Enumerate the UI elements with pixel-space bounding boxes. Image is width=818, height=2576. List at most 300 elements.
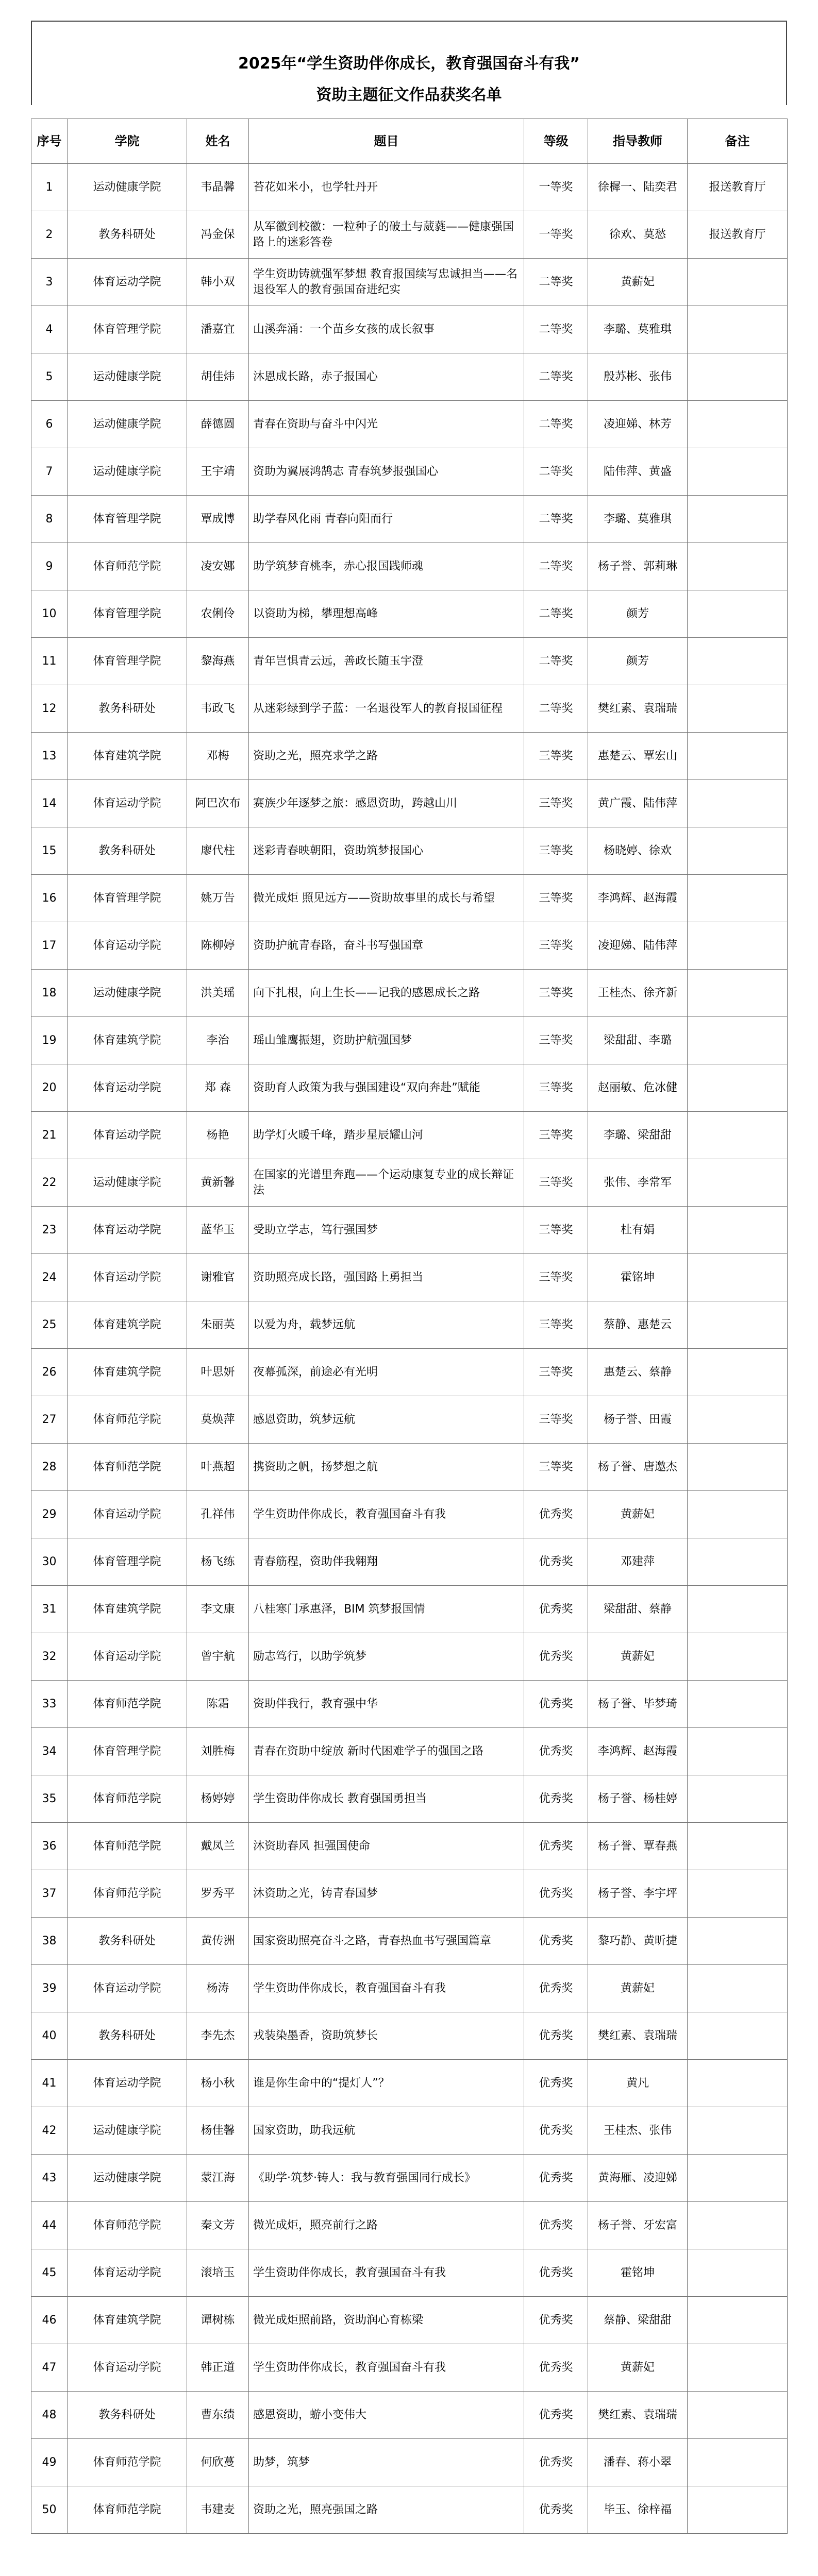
cell-college: 体育师范学院 [68,1444,187,1491]
table-row [31,2107,788,2155]
cell-grade: 二等奖 [524,306,588,353]
cell-index: 28 [31,1444,68,1491]
cell-teacher: 黄凡 [588,2060,688,2107]
header-index: 序号 [31,119,68,164]
cell-remark [688,1823,788,1870]
cell-grade: 三等奖 [524,1396,588,1444]
table-row [31,259,788,306]
cell-college: 体育师范学院 [68,1823,187,1870]
cell-grade: 三等奖 [524,1301,588,1349]
cell-college: 体育运动学院 [68,2249,187,2297]
cell-grade: 二等奖 [524,543,588,590]
title-box [31,21,787,105]
cell-teacher: 蔡静、梁甜甜 [588,2297,688,2344]
cell-remark [688,2439,788,2486]
cell-teacher: 杨晓婷、徐欢 [588,827,688,875]
cell-grade: 优秀奖 [524,1491,588,1538]
table-row [31,1918,788,1965]
cell-college: 体育运动学院 [68,922,187,970]
cell-name: 邓梅 [187,733,249,780]
cell-teacher: 徐欢、莫愁 [588,211,688,259]
cell-index: 13 [31,733,68,780]
cell-topic: 《助学·筑梦·铸人：我与教育强国同行成长》 [249,2155,524,2202]
table-row [31,733,788,780]
cell-teacher: 杨子誉、覃春燕 [588,1823,688,1870]
cell-name: 叶燕超 [187,1444,249,1491]
cell-teacher: 黄薪妃 [588,259,688,306]
cell-grade: 优秀奖 [524,2012,588,2060]
table-header-row [31,119,788,164]
table-row [31,448,788,496]
cell-name: 谭树栋 [187,2297,249,2344]
cell-college: 运动健康学院 [68,401,187,448]
cell-college: 教务科研处 [68,1918,187,1965]
cell-grade: 优秀奖 [524,1823,588,1870]
cell-topic: 励志笃行，以助学筑梦 [249,1633,524,1681]
table-row [31,1491,788,1538]
table-body [31,164,788,2534]
cell-index: 29 [31,1491,68,1538]
cell-topic: 青春在资助中绽放 新时代困难学子的强国之路 [249,1728,524,1775]
cell-grade: 二等奖 [524,353,588,401]
cell-grade: 一等奖 [524,211,588,259]
cell-name: 覃成博 [187,496,249,543]
cell-index: 14 [31,780,68,827]
cell-college: 体育师范学院 [68,1681,187,1728]
cell-college: 体育师范学院 [68,543,187,590]
cell-teacher: 李鸿辉、赵海霞 [588,1728,688,1775]
cell-remark [688,1538,788,1586]
cell-index: 6 [31,401,68,448]
cell-grade: 一等奖 [524,164,588,211]
cell-grade: 优秀奖 [524,1870,588,1918]
cell-index: 16 [31,875,68,922]
cell-topic: 资助照亮成长路，强国路上勇担当 [249,1254,524,1301]
cell-name: 韦晶馨 [187,164,249,211]
cell-remark [688,1112,788,1159]
cell-index: 27 [31,1396,68,1444]
cell-name: 韦政飞 [187,685,249,733]
cell-remark [688,401,788,448]
cell-grade: 优秀奖 [524,2439,588,2486]
cell-topic: 学生资助伴你成长，教育强国奋斗有我 [249,2249,524,2297]
table-row [31,1728,788,1775]
cell-name: 阿巴次布 [187,780,249,827]
cell-name: 潘嘉宜 [187,306,249,353]
cell-college: 体育管理学院 [68,875,187,922]
cell-college: 体育师范学院 [68,2439,187,2486]
cell-index: 25 [31,1301,68,1349]
cell-topic: 受助立学志，笃行强国梦 [249,1207,524,1254]
cell-remark [688,2060,788,2107]
cell-remark [688,685,788,733]
table-row [31,1254,788,1301]
cell-college: 体育运动学院 [68,1965,187,2012]
cell-topic: 在国家的光谱里奔跑——个运动康复专业的成长辩证法 [249,1159,524,1207]
cell-index: 40 [31,2012,68,2060]
cell-college: 体育运动学院 [68,2060,187,2107]
table-row [31,2202,788,2249]
cell-index: 50 [31,2486,68,2534]
cell-index: 10 [31,590,68,638]
cell-index: 39 [31,1965,68,2012]
table-row [31,970,788,1017]
cell-topic: 从军徽到校徽：一粒种子的破土与葳蕤——健康强国路上的迷彩答卷 [249,211,524,259]
table-row [31,2297,788,2344]
cell-teacher: 王桂杰、徐齐新 [588,970,688,1017]
cell-index: 21 [31,1112,68,1159]
cell-index: 26 [31,1349,68,1396]
cell-teacher: 凌迎娣、林芳 [588,401,688,448]
cell-topic: 学生资助铸就强军梦想 教育报国续写忠诚担当——名退役军人的教育强国奋进纪实 [249,259,524,306]
cell-grade: 优秀奖 [524,1586,588,1633]
cell-remark [688,496,788,543]
cell-college: 体育运动学院 [68,1633,187,1681]
cell-remark [688,2107,788,2155]
cell-college: 教务科研处 [68,211,187,259]
cell-index: 17 [31,922,68,970]
cell-college: 运动健康学院 [68,970,187,1017]
cell-index: 44 [31,2202,68,2249]
table-row [31,1112,788,1159]
cell-name: 杨佳馨 [187,2107,249,2155]
cell-topic: 戎装染墨香，资助筑梦长 [249,2012,524,2060]
cell-college: 体育运动学院 [68,1207,187,1254]
cell-remark [688,306,788,353]
table-row [31,780,788,827]
cell-index: 9 [31,543,68,590]
cell-teacher: 毕玉、徐梓福 [588,2486,688,2534]
cell-remark [688,780,788,827]
cell-teacher: 杨子誉、杨桂婷 [588,1775,688,1823]
cell-remark: 报送教育厅 [688,164,788,211]
cell-remark [688,1775,788,1823]
cell-name: 郑 森 [187,1064,249,1112]
table-row [31,496,788,543]
cell-name: 滚培玉 [187,2249,249,2297]
cell-topic: 学生资助伴你成长，教育强国奋斗有我 [249,1491,524,1538]
cell-topic: 资助之光，照亮强国之路 [249,2486,524,2534]
cell-grade: 三等奖 [524,875,588,922]
cell-topic: 以爱为舟，载梦远航 [249,1301,524,1349]
header-college: 学院 [68,119,187,164]
cell-name: 韩小双 [187,259,249,306]
table-row [31,1207,788,1254]
cell-remark [688,2297,788,2344]
cell-index: 47 [31,2344,68,2392]
cell-teacher: 陆伟萍、黄盛 [588,448,688,496]
cell-topic: 资助伴我行，教育强中华 [249,1681,524,1728]
document-title: 2025年“学生资助伴你成长，教育强国奋斗有我” [238,55,580,73]
cell-remark [688,1918,788,1965]
cell-grade: 三等奖 [524,1017,588,1064]
cell-name: 李文康 [187,1586,249,1633]
cell-remark [688,1349,788,1396]
award-table [31,118,788,2534]
cell-grade: 三等奖 [524,1159,588,1207]
cell-teacher: 樊红素、袁瑞瑞 [588,2012,688,2060]
cell-teacher: 黄海雁、凌迎娣 [588,2155,688,2202]
cell-teacher: 蔡静、惠楚云 [588,1301,688,1349]
cell-college: 体育师范学院 [68,1870,187,1918]
cell-remark [688,2344,788,2392]
cell-grade: 二等奖 [524,496,588,543]
cell-index: 32 [31,1633,68,1681]
cell-remark [688,353,788,401]
table-row [31,1396,788,1444]
cell-name: 陈霜 [187,1681,249,1728]
cell-teacher: 黄薪妃 [588,1491,688,1538]
cell-grade: 优秀奖 [524,2060,588,2107]
cell-teacher: 惠楚云、蔡静 [588,1349,688,1396]
cell-name: 刘胜梅 [187,1728,249,1775]
cell-teacher: 杨子誉、郭莉琳 [588,543,688,590]
cell-grade: 三等奖 [524,970,588,1017]
cell-index: 7 [31,448,68,496]
cell-topic: 青春筋程，资助伴我翱翔 [249,1538,524,1586]
table-row [31,164,788,211]
cell-topic: 青春在资助与奋斗中闪光 [249,401,524,448]
cell-college: 教务科研处 [68,685,187,733]
cell-topic: 沐资助春风 担强国使命 [249,1823,524,1870]
cell-name: 胡佳炜 [187,353,249,401]
cell-topic: 微光成炬，照亮前行之路 [249,2202,524,2249]
cell-college: 体育运动学院 [68,1254,187,1301]
cell-teacher: 黄薪妃 [588,1633,688,1681]
cell-remark [688,733,788,780]
cell-index: 49 [31,2439,68,2486]
cell-college: 体育管理学院 [68,590,187,638]
header-remark: 备注 [688,119,788,164]
cell-grade: 二等奖 [524,401,588,448]
cell-college: 体育管理学院 [68,306,187,353]
cell-name: 李治 [187,1017,249,1064]
cell-grade: 优秀奖 [524,2486,588,2534]
cell-name: 韦建麦 [187,2486,249,2534]
table-row [31,922,788,970]
cell-teacher: 王桂杰、张伟 [588,2107,688,2155]
cell-remark [688,1633,788,1681]
cell-remark [688,590,788,638]
cell-college: 体育建筑学院 [68,1349,187,1396]
cell-name: 谢雅官 [187,1254,249,1301]
table-row [31,306,788,353]
cell-teacher: 惠楚云、覃宏山 [588,733,688,780]
cell-name: 姚万告 [187,875,249,922]
cell-topic: 助学灯火暖千峰，踏步星辰耀山河 [249,1112,524,1159]
table-row [31,543,788,590]
cell-grade: 三等奖 [524,922,588,970]
cell-remark [688,1728,788,1775]
cell-topic: 苔花如米小，也学牡丹开 [249,164,524,211]
cell-remark [688,1017,788,1064]
cell-teacher: 赵丽敏、危冰健 [588,1064,688,1112]
cell-teacher: 杨子誉、田霞 [588,1396,688,1444]
cell-topic: 山溪奔涌：一个苗乡女孩的成长叙事 [249,306,524,353]
cell-remark [688,1681,788,1728]
cell-college: 体育运动学院 [68,1064,187,1112]
cell-name: 李先杰 [187,2012,249,2060]
cell-topic: 微光成炬照前路，资助润心育栋梁 [249,2297,524,2344]
cell-name: 韩正道 [187,2344,249,2392]
cell-topic: 学生资助伴你成长，教育强国奋斗有我 [249,1965,524,2012]
cell-teacher: 邓建萍 [588,1538,688,1586]
cell-grade: 优秀奖 [524,1633,588,1681]
table-row [31,1538,788,1586]
cell-remark [688,1870,788,1918]
cell-teacher: 颜芳 [588,590,688,638]
cell-topic: 从迷彩绿到学子蓝：一名退役军人的教育报国征程 [249,685,524,733]
cell-name: 洪美瑶 [187,970,249,1017]
table-row [31,875,788,922]
cell-teacher: 樊红素、袁瑞瑞 [588,685,688,733]
cell-index: 20 [31,1064,68,1112]
table-row [31,1064,788,1112]
cell-index: 45 [31,2249,68,2297]
cell-grade: 优秀奖 [524,1538,588,1586]
table-row [31,1870,788,1918]
table-row [31,2249,788,2297]
cell-topic: 学生资助伴你成长 教育强国勇担当 [249,1775,524,1823]
cell-college: 体育师范学院 [68,1775,187,1823]
cell-college: 教务科研处 [68,2012,187,2060]
cell-name: 凌安娜 [187,543,249,590]
cell-topic: 沐资助之光，铸青春国梦 [249,1870,524,1918]
cell-topic: 资助护航青春路，奋斗书写强国章 [249,922,524,970]
table-row [31,2344,788,2392]
cell-remark [688,922,788,970]
table-row [31,2439,788,2486]
cell-college: 体育建筑学院 [68,1586,187,1633]
cell-college: 体育管理学院 [68,638,187,685]
cell-name: 蓝华玉 [187,1207,249,1254]
cell-remark [688,1207,788,1254]
header-teacher: 指导教师 [588,119,688,164]
cell-name: 孔祥伟 [187,1491,249,1538]
table-row [31,685,788,733]
cell-teacher: 杨子誉、唐邀杰 [588,1444,688,1491]
table-row [31,1586,788,1633]
cell-index: 22 [31,1159,68,1207]
cell-teacher: 黎巧静、黄昕捷 [588,1918,688,1965]
cell-remark [688,1064,788,1112]
table-row [31,1444,788,1491]
cell-teacher: 霍铭坤 [588,2249,688,2297]
cell-teacher: 黄广霞、陆伟萍 [588,780,688,827]
cell-grade: 优秀奖 [524,1965,588,2012]
cell-college: 体育管理学院 [68,496,187,543]
cell-name: 何欣蔓 [187,2439,249,2486]
cell-remark [688,2486,788,2534]
cell-name: 廖代柱 [187,827,249,875]
cell-topic: 以资助为梯，攀理想高峰 [249,590,524,638]
table-row [31,1965,788,2012]
cell-index: 36 [31,1823,68,1870]
cell-name: 戴凤兰 [187,1823,249,1870]
cell-name: 杨涛 [187,1965,249,2012]
cell-name: 朱丽英 [187,1301,249,1349]
cell-remark [688,1301,788,1349]
cell-college: 体育运动学院 [68,1491,187,1538]
table-row [31,1823,788,1870]
cell-topic: 感恩资助，蝣小变伟大 [249,2392,524,2439]
award-list-document [31,21,787,2534]
cell-index: 4 [31,306,68,353]
cell-remark [688,827,788,875]
cell-teacher: 杨子誉、李宇坪 [588,1870,688,1918]
cell-name: 杨艳 [187,1112,249,1159]
cell-teacher: 霍铭坤 [588,1254,688,1301]
cell-college: 运动健康学院 [68,2155,187,2202]
cell-teacher: 李鸿辉、赵海霞 [588,875,688,922]
table-row [31,2392,788,2439]
cell-teacher: 张伟、李常军 [588,1159,688,1207]
cell-index: 41 [31,2060,68,2107]
cell-teacher: 李璐、莫雅琪 [588,306,688,353]
cell-grade: 优秀奖 [524,2392,588,2439]
cell-index: 38 [31,1918,68,1965]
cell-college: 运动健康学院 [68,353,187,401]
cell-college: 体育师范学院 [68,1396,187,1444]
cell-topic: 八桂寒门承惠泽，BIM 筑梦报国情 [249,1586,524,1633]
cell-grade: 优秀奖 [524,1918,588,1965]
cell-remark [688,638,788,685]
cell-teacher: 梁甜甜、李璐 [588,1017,688,1064]
cell-college: 体育管理学院 [68,1538,187,1586]
cell-topic: 瑶山雏鹰振翅，资助护航强国梦 [249,1017,524,1064]
cell-teacher: 潘春、蒋小翠 [588,2439,688,2486]
cell-grade: 二等奖 [524,638,588,685]
cell-index: 12 [31,685,68,733]
cell-topic: 学生资助伴你成长，教育强国奋斗有我 [249,2344,524,2392]
cell-grade: 三等奖 [524,1254,588,1301]
cell-remark [688,1965,788,2012]
table-row [31,827,788,875]
cell-grade: 优秀奖 [524,2155,588,2202]
cell-teacher: 梁甜甜、蔡静 [588,1586,688,1633]
cell-grade: 优秀奖 [524,1728,588,1775]
table-row [31,211,788,259]
cell-remark [688,1444,788,1491]
document-subtitle: 资助主题征文作品获奖名单 [316,86,502,104]
cell-topic: 携资助之帆，扬梦想之航 [249,1444,524,1491]
table-row [31,2012,788,2060]
cell-topic: 谁是你生命中的“提灯人”？ [249,2060,524,2107]
cell-teacher: 李璐、莫雅琪 [588,496,688,543]
table-row [31,1775,788,1823]
cell-index: 34 [31,1728,68,1775]
cell-college: 体育运动学院 [68,259,187,306]
cell-college: 运动健康学院 [68,164,187,211]
cell-name: 曾宇航 [187,1633,249,1681]
cell-college: 体育建筑学院 [68,1017,187,1064]
cell-index: 42 [31,2107,68,2155]
cell-remark: 报送教育厅 [688,211,788,259]
cell-remark [688,543,788,590]
cell-name: 杨婷婷 [187,1775,249,1823]
cell-college: 运动健康学院 [68,448,187,496]
cell-remark [688,2249,788,2297]
cell-name: 杨飞练 [187,1538,249,1586]
cell-teacher: 颜芳 [588,638,688,685]
cell-grade: 三等奖 [524,733,588,780]
cell-grade: 三等奖 [524,1112,588,1159]
cell-topic: 助梦，筑梦 [249,2439,524,2486]
cell-remark [688,875,788,922]
cell-grade: 三等奖 [524,780,588,827]
cell-grade: 优秀奖 [524,2344,588,2392]
cell-topic: 沐恩成长路，赤子报国心 [249,353,524,401]
